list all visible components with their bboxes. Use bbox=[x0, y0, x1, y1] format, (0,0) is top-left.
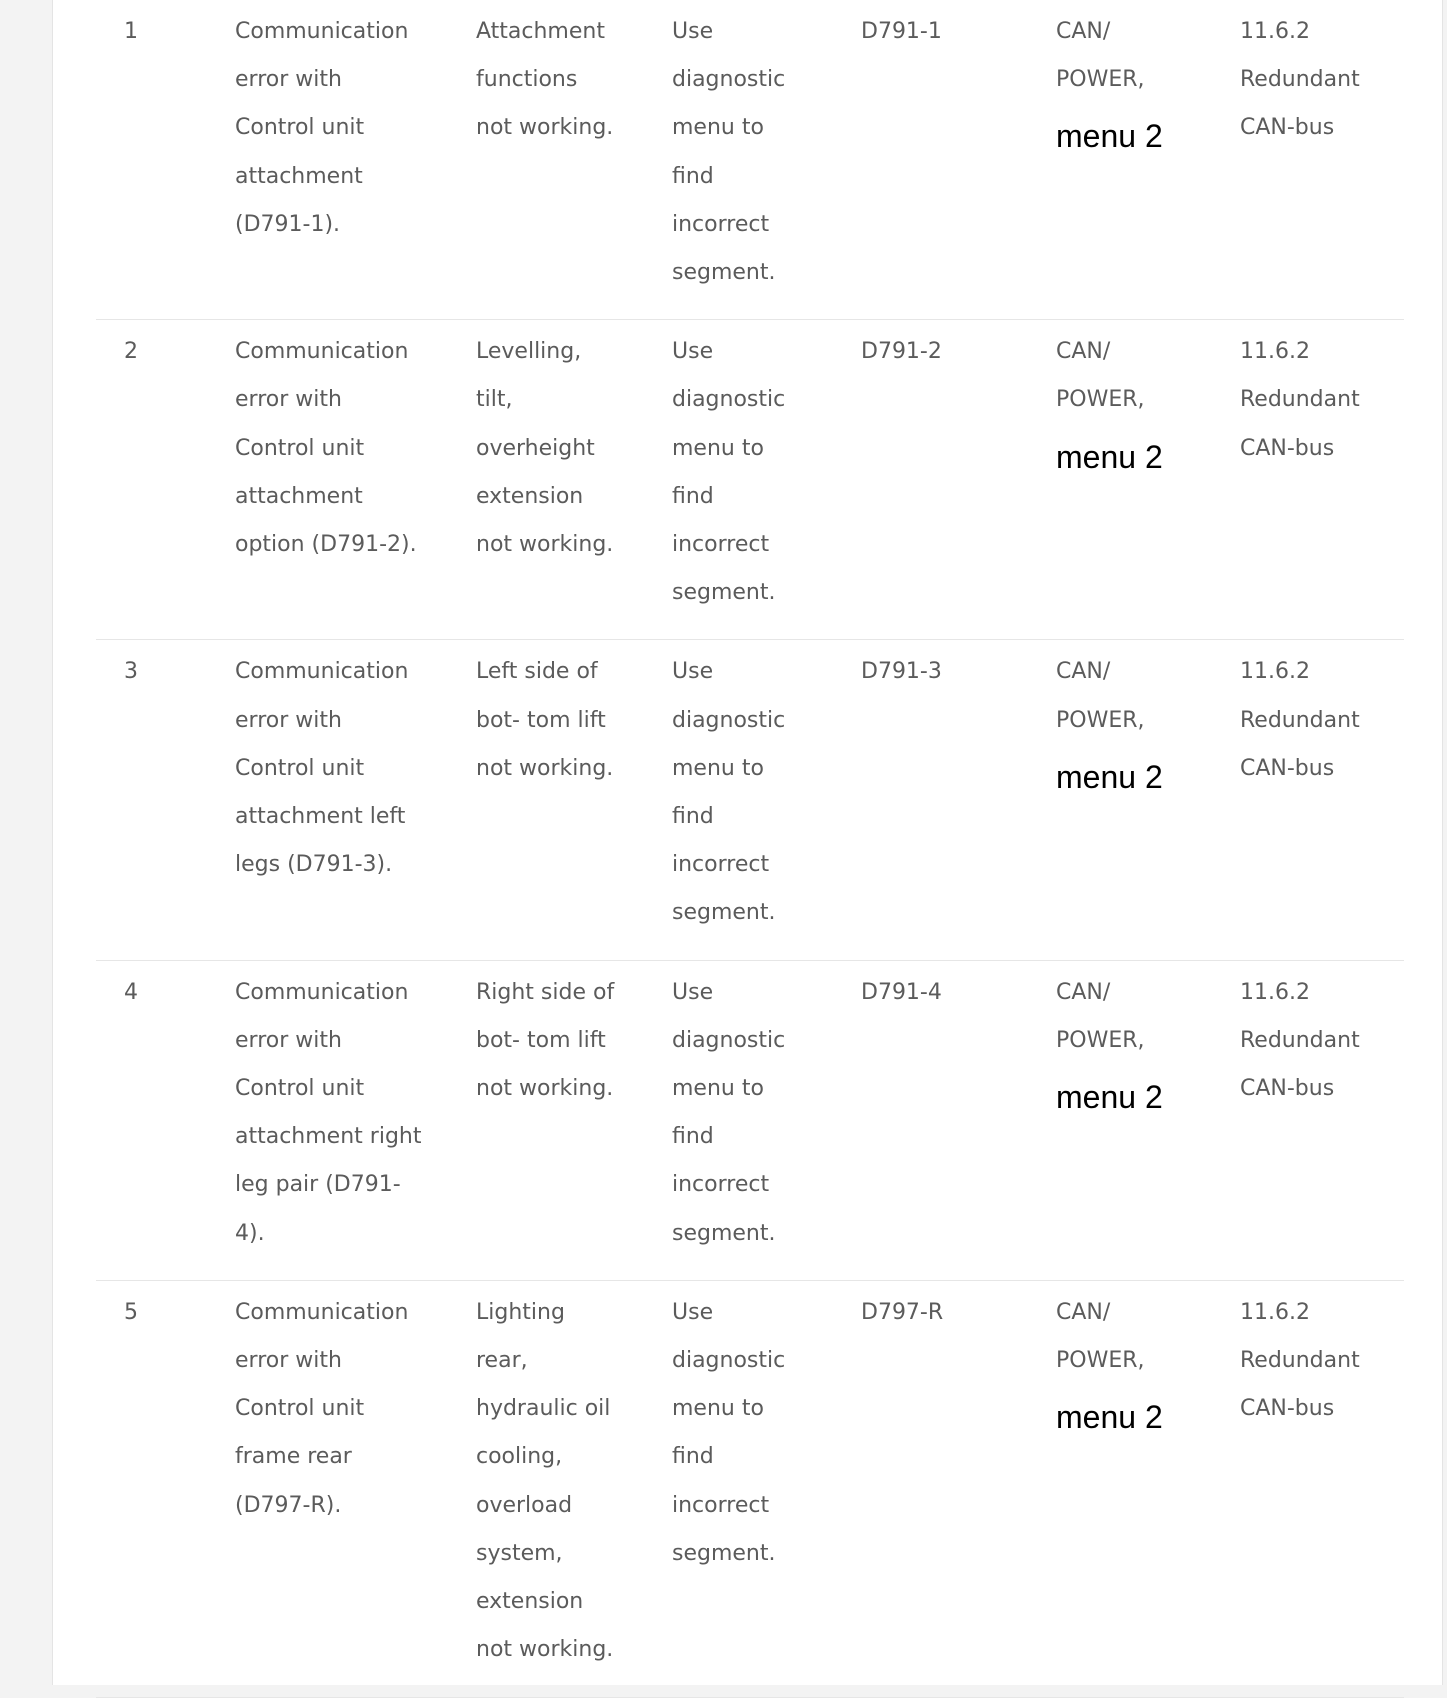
table-row bbox=[96, 640, 1404, 960]
action-cell bbox=[672, 320, 861, 640]
effect-cell bbox=[476, 640, 672, 960]
manual-reference: 11.6.2 Redundant CAN-bus bbox=[1240, 19, 1360, 141]
menu-cell bbox=[1056, 640, 1240, 960]
unit-cell bbox=[861, 640, 1056, 960]
reference-cell bbox=[1240, 0, 1404, 320]
fault-description: Communication error with Control unit attachment right leg pair (D791- 4). bbox=[235, 979, 422, 1246]
fault-effect: Lighting rear, hydraulic oil cooling, overload system, extension not working. bbox=[476, 1299, 614, 1663]
control-unit-code: D791-4 bbox=[861, 979, 942, 1005]
document-page bbox=[52, 0, 1443, 1685]
control-unit-code: D791-1 bbox=[861, 19, 942, 44]
effect-cell bbox=[476, 960, 672, 1280]
row-number: 1 bbox=[124, 19, 138, 44]
fault-effect: Right side of bot- tom lift not working. bbox=[476, 979, 615, 1102]
corrective-action: Use diagnostic menu to find incorrect segment. bbox=[672, 1299, 786, 1566]
menu-label: menu 2 bbox=[1056, 1399, 1163, 1436]
action-cell bbox=[672, 640, 861, 960]
diagnostic-menu-text: CAN/ POWER, bbox=[1056, 339, 1145, 413]
control-unit-code: D797-R bbox=[861, 1299, 944, 1325]
corrective-action: Use diagnostic menu to find incorrect segment. bbox=[672, 659, 786, 926]
fault-effect: Left side of bot- tom lift not working. bbox=[476, 659, 614, 781]
table-row bbox=[96, 960, 1404, 1280]
row-number-cell bbox=[96, 0, 235, 320]
reference-cell bbox=[1240, 1280, 1404, 1697]
unit-cell bbox=[861, 0, 1056, 320]
description-cell bbox=[235, 960, 476, 1280]
effect-cell bbox=[476, 0, 672, 320]
manual-reference: 11.6.2 Redundant CAN-bus bbox=[1240, 659, 1360, 781]
table-row bbox=[96, 1280, 1404, 1697]
row-number-cell bbox=[96, 640, 235, 960]
diagnostic-menu-text: CAN/ POWER, bbox=[1056, 659, 1145, 733]
table-body bbox=[96, 0, 1404, 1697]
fault-effect: Attachment functions not working. bbox=[476, 19, 614, 141]
reference-cell bbox=[1240, 640, 1404, 960]
effect-cell bbox=[476, 1280, 672, 1697]
row-number: 5 bbox=[124, 1299, 138, 1325]
unit-cell bbox=[861, 320, 1056, 640]
fault-effect: Levelling, tilt, overheight extension not working. bbox=[476, 339, 614, 558]
corrective-action: Use diagnostic menu to find incorrect segment. bbox=[672, 19, 786, 286]
row-number-cell bbox=[96, 960, 235, 1280]
control-unit-code: D791-3 bbox=[861, 659, 942, 685]
row-number-cell bbox=[96, 320, 235, 640]
corrective-action: Use diagnostic menu to find incorrect segment. bbox=[672, 979, 786, 1246]
menu-label: menu 2 bbox=[1056, 758, 1163, 795]
table-row bbox=[96, 0, 1404, 320]
row-number: 4 bbox=[124, 979, 138, 1005]
menu-label: menu 2 bbox=[1056, 118, 1163, 155]
fault-description: Communication error with Control unit attachment option (D791-2). bbox=[235, 339, 417, 558]
description-cell bbox=[235, 320, 476, 640]
diagnostic-menu-text: CAN/ POWER, bbox=[1056, 1299, 1145, 1374]
table-row bbox=[96, 320, 1404, 640]
manual-reference: 11.6.2 Redundant CAN-bus bbox=[1240, 979, 1360, 1102]
reference-cell bbox=[1240, 960, 1404, 1280]
reference-cell bbox=[1240, 320, 1404, 640]
unit-cell bbox=[861, 960, 1056, 1280]
menu-cell bbox=[1056, 1280, 1240, 1697]
fault-code-table bbox=[96, 0, 1404, 1698]
row-number: 2 bbox=[124, 339, 138, 365]
menu-cell bbox=[1056, 960, 1240, 1280]
action-cell bbox=[672, 1280, 861, 1697]
menu-label: menu 2 bbox=[1056, 1079, 1163, 1116]
fault-description: Communication error with Control unit attachment left legs (D791-3). bbox=[235, 659, 409, 878]
menu-label: menu 2 bbox=[1056, 438, 1163, 475]
corrective-action: Use diagnostic menu to find incorrect segment. bbox=[672, 339, 786, 606]
description-cell bbox=[235, 0, 476, 320]
effect-cell bbox=[476, 320, 672, 640]
manual-reference: 11.6.2 Redundant CAN-bus bbox=[1240, 1299, 1360, 1422]
manual-reference: 11.6.2 Redundant CAN-bus bbox=[1240, 339, 1360, 461]
description-cell bbox=[235, 640, 476, 960]
unit-cell bbox=[861, 1280, 1056, 1697]
row-number-cell bbox=[96, 1280, 235, 1697]
fault-description: Communication error with Control unit attachment (D791-1). bbox=[235, 19, 409, 237]
diagnostic-menu-text: CAN/ POWER, bbox=[1056, 19, 1145, 93]
row-number: 3 bbox=[124, 659, 138, 685]
menu-cell bbox=[1056, 320, 1240, 640]
fault-description: Communication error with Control unit frame rear (D797-R). bbox=[235, 1299, 409, 1518]
action-cell bbox=[672, 960, 861, 1280]
menu-cell bbox=[1056, 0, 1240, 320]
diagnostic-menu-text: CAN/ POWER, bbox=[1056, 979, 1145, 1053]
description-cell bbox=[235, 1280, 476, 1697]
control-unit-code: D791-2 bbox=[861, 339, 942, 365]
action-cell bbox=[672, 0, 861, 320]
